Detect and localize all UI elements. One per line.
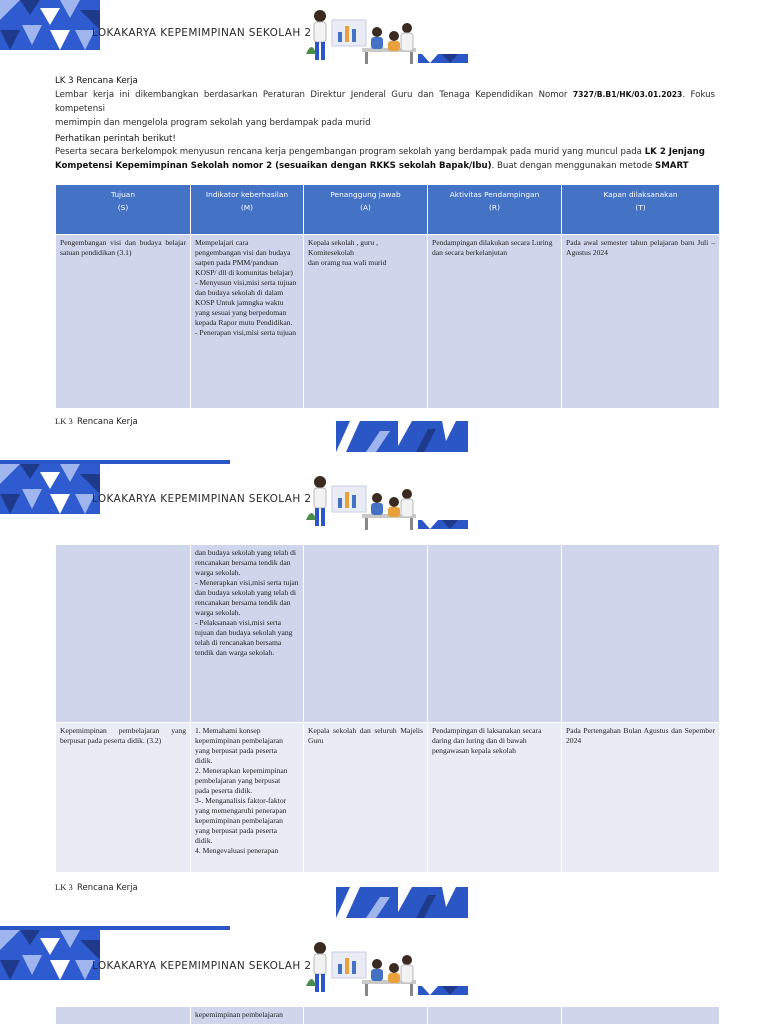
header-title: LOKAKARYA KEPEMIMPINAN SEKOLAH 2: [92, 960, 312, 972]
smart-plan-table-continued: [55, 544, 720, 873]
table-row: [56, 723, 720, 873]
cell-tujuan: Kepemimpinan pembelajaran yang berpusat pada peserta didik. (3.2): [56, 723, 191, 873]
corner-pattern-decoration: [0, 0, 100, 50]
para1-line2: memimpin dan mengelola program sekolah yang berdampak pada murid: [55, 118, 371, 128]
cell-tujuan: [56, 545, 191, 723]
header-aktivitas: Aktivitas Pendampingan (R): [428, 185, 562, 235]
cell-kapan: Pada awal semester tahun pelajaran baru Juli – Agustus 2024: [562, 235, 720, 409]
cell-aktivitas: Pendampingan dilakukan secara Luring dan secara berkelanjutan: [428, 235, 562, 409]
para1-a: Lembar kerja ini dikembangkan berdasarkan Peraturan Direktur Jenderal Guru dan Tenaga Kependidikan Nomor: [55, 90, 568, 100]
header-title: LOKAKARYA KEPEMIMPINAN SEKOLAH 2: [92, 493, 312, 505]
team-illustration: [302, 472, 470, 534]
cell-kapan: Pada Pertengahan Bulan Agustus dan Sepember 2024: [562, 723, 720, 873]
cell-penanggung-jawab: Kepala sekolah dan seluruh Majelis Guru: [304, 723, 428, 873]
header-indikator: Indikator keberhasilan (M): [191, 185, 304, 235]
footer-label: LK 3 Rencana Kerja: [55, 882, 138, 893]
smart-plan-table: [55, 184, 720, 409]
cell-penanggung-jawab: [304, 545, 428, 723]
header-kapan: Kapan dilaksanakan (T): [562, 185, 720, 235]
cell-indikator: 1. Memahami konsep kepemimpinan pembelajaran yang berpusat pada peserta didik. 2. Menerapkan kepemimpinan pembelajaran yang berpusat pada peserta didik. 3-. Menganalisis faktor-faktor yang memengaruhi penerapan kepemimpinan pembelajaran yang berpusat pada peserta didik. 4. Mengevaluasi penerapan: [191, 723, 304, 873]
table-header-row: [56, 185, 720, 235]
cell-indikator: Mempelajari cara pengembangan visi dan budaya satpen pada PMM/panduan KOSP/ dll di komunitas belajar) - Menyusun visi,misi serta tujuan dan budaya sekolah di dalam KOSP Untuk jamngka waktu yang sesuai yang berpedoman kepada Rapor mutu Pendidikan. - Penerapan visi,misi serta tujuan: [191, 235, 304, 409]
smart-plan-table-continued: [55, 1006, 720, 1024]
cell-indikator: dan budaya sekolah yang telah di rencanakan bersama tendik dan warga sekolah. - Menerapkan visi,misi serta tujan dan budaya sekolah yang telah di rencanakan bersama tendik dan warga sekolah. - Pelaksanaan visi,misi serta tujuan dan budaya sekolah yang telah di rencanakan bersama tendik dan warga sekolah.: [191, 545, 304, 723]
cell-kapan: [562, 545, 720, 723]
cell-penanggung-jawab: Kepala sekolah , guru , Komitesekolah dan oramg tua wali murid: [304, 235, 428, 409]
para1-b: . Fokus kompetensi: [55, 90, 715, 114]
team-illustration: [302, 938, 470, 1000]
cell-tujuan: [56, 1007, 191, 1024]
table-row: [56, 235, 720, 409]
table-row: [56, 545, 720, 723]
intro-paragraph-2: [55, 145, 720, 173]
page-2: [0, 460, 768, 920]
header-title: LOKAKARYA KEPEMIMPINAN SEKOLAH 2: [92, 27, 312, 39]
footer-pattern-decoration: [336, 887, 468, 918]
cell-aktivitas: [428, 545, 562, 723]
cell-aktivitas: [428, 1007, 562, 1024]
footer-label: LK 3 Rencana Kerja: [55, 416, 138, 427]
cell-kapan: [562, 1007, 720, 1024]
cell-indikator: kepemimpinan pembelajaran: [191, 1007, 304, 1024]
footer-pattern-decoration: [336, 421, 468, 452]
corner-pattern-decoration: [0, 930, 100, 980]
para2-a: Peserta secara berkelompok menyusun rencana kerja pengembangan program sekolah yang berdampak pada murid yang muncul pada: [55, 147, 642, 157]
team-illustration: [302, 6, 470, 68]
para2-b2: Kompetensi Kepemimpinan Sekolah nomor 2 (sesuaikan dengan RKKS sekolah Bapak/Ibu): [55, 161, 492, 171]
cell-tujuan: Pengembangan visi dan budaya belajar satuan pendidikan (3.1): [56, 235, 191, 409]
header-tujuan: Tujuan (S): [56, 185, 191, 235]
corner-pattern-decoration: [0, 464, 100, 514]
para2-d: SMART: [655, 161, 689, 171]
intro-paragraph-1: [55, 88, 715, 130]
notice-heading: Perhatikan perintah berikut!: [55, 134, 176, 144]
regulation-number: 7327/B.B1/HK/03.01.2023: [572, 90, 683, 99]
header-penanggung-jawab: Penanggung jawab (A): [304, 185, 428, 235]
intro-heading: LK 3 Rencana Kerja: [55, 76, 138, 86]
cell-penanggung-jawab: [304, 1007, 428, 1024]
para2-b1: LK 2 Jenjang: [644, 147, 705, 157]
page-1: [0, 0, 768, 460]
page-3: [0, 926, 768, 1024]
cell-aktivitas: Pendampingan di laksanakan secara daring dan luring dan di bawah pengawasan kepala sekolah: [428, 723, 562, 873]
para2-c: . Buat dengan menggunakan metode: [491, 161, 653, 171]
table-row: [56, 1007, 720, 1024]
